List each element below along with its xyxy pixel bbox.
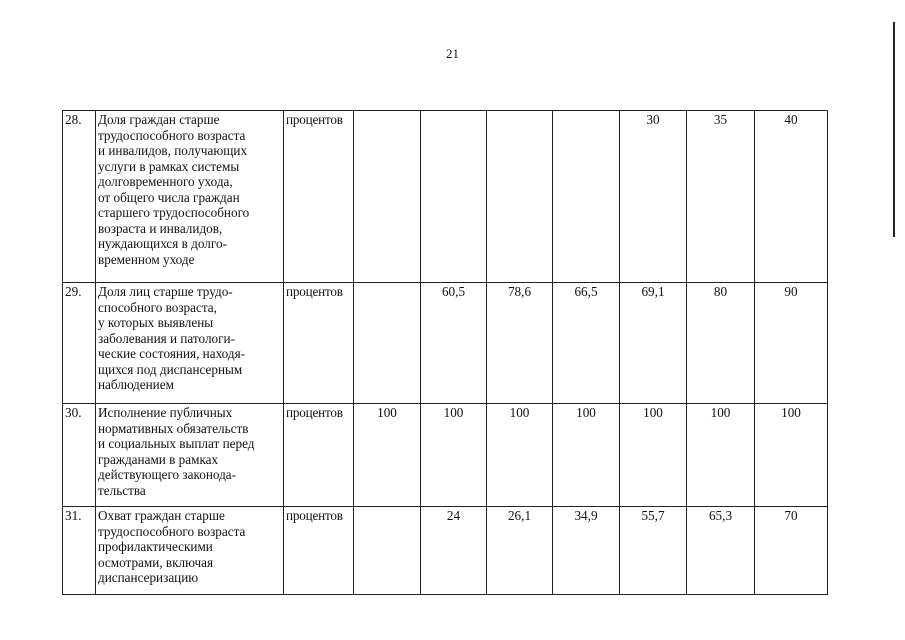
value-cell [553, 111, 620, 283]
value-cell: 65,3 [687, 507, 755, 595]
unit-cell: процентов [284, 404, 354, 507]
value-cell [354, 507, 421, 595]
value-cell: 34,9 [553, 507, 620, 595]
value-cell: 30 [620, 111, 687, 283]
value-cell [421, 111, 487, 283]
value-cell: 24 [421, 507, 487, 595]
indicator-name: Охват граждан старше трудоспособного возраста профилактическими осмотрами, включая диспансеризацию [96, 507, 284, 595]
indicator-name: Исполнение публичных нормативных обязательств и социальных выплат перед гражданами в рамках действующего законода- тельства [96, 404, 284, 507]
value-cell: 100 [687, 404, 755, 507]
unit-cell: процентов [284, 111, 354, 283]
indicator-name: Доля граждан старше трудоспособного возраста и инвалидов, получающих услуги в рамках системы долговременного ухода, от общего числа граждан старшего трудоспособного возраста и инвалидов, нуждающихся в долго- временном уходе [96, 111, 284, 283]
value-cell: 35 [687, 111, 755, 283]
row-number: 28. [63, 111, 96, 283]
value-cell: 70 [755, 507, 828, 595]
value-cell: 66,5 [553, 283, 620, 404]
value-cell: 69,1 [620, 283, 687, 404]
value-cell: 100 [755, 404, 828, 507]
value-cell: 78,6 [487, 283, 553, 404]
value-cell: 40 [755, 111, 828, 283]
value-cell: 55,7 [620, 507, 687, 595]
table-row [63, 507, 828, 595]
value-cell: 90 [755, 283, 828, 404]
unit-cell: процентов [284, 283, 354, 404]
value-cell: 80 [687, 283, 755, 404]
indicator-name: Доля лиц старше трудо- способного возраста, у которых выявлены заболевания и патологи- ческие состояния, находя- щихся под диспансерным наблюдением [96, 283, 284, 404]
value-cell: 100 [553, 404, 620, 507]
table-row [63, 283, 828, 404]
value-cell: 100 [421, 404, 487, 507]
value-cell: 60,5 [421, 283, 487, 404]
row-number: 30. [63, 404, 96, 507]
value-cell [354, 111, 421, 283]
value-cell: 100 [620, 404, 687, 507]
row-number: 31. [63, 507, 96, 595]
value-cell: 26,1 [487, 507, 553, 595]
value-cell [487, 111, 553, 283]
table-row [63, 404, 828, 507]
value-cell: 100 [354, 404, 421, 507]
table-row [63, 111, 828, 283]
scan-edge-line [893, 22, 895, 237]
value-cell: 100 [487, 404, 553, 507]
unit-cell: процентов [284, 507, 354, 595]
indicators-table [62, 110, 828, 595]
value-cell [354, 283, 421, 404]
page-number: 21 [446, 46, 459, 61]
row-number: 29. [63, 283, 96, 404]
